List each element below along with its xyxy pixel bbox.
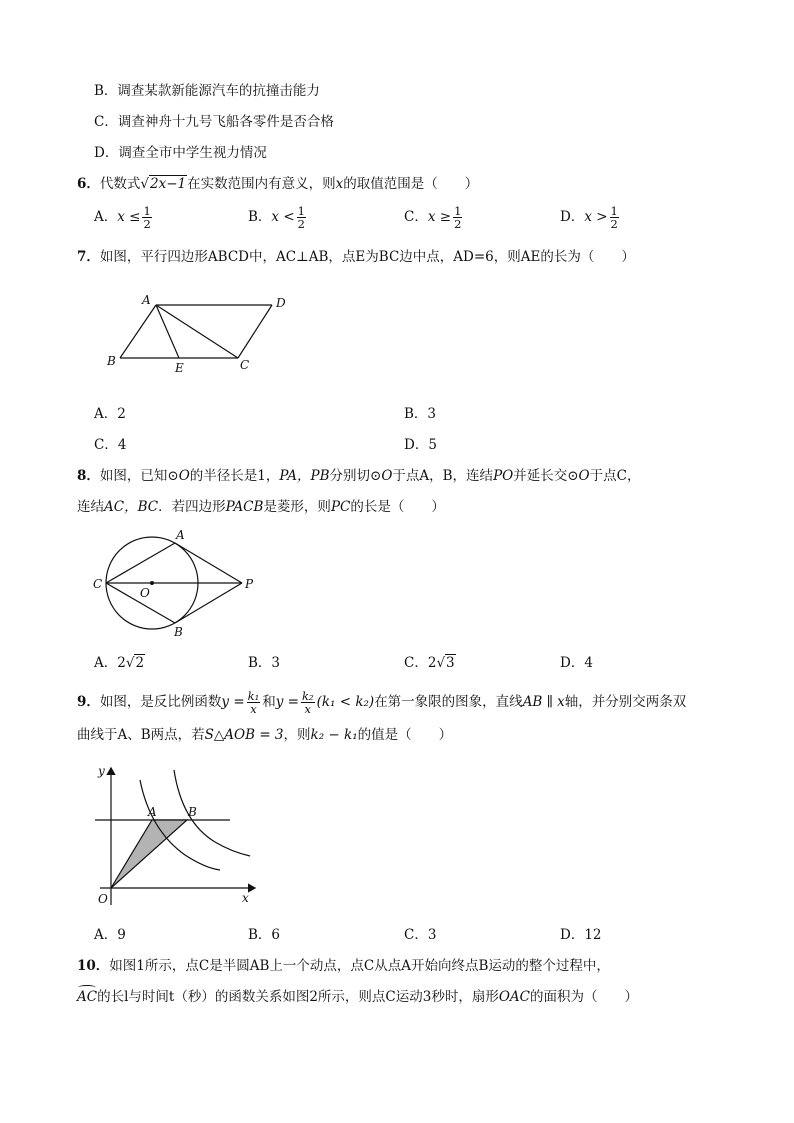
q8-circle-rhombus-figure — [90, 525, 270, 640]
label-e: E — [175, 361, 184, 375]
q6-option-a-expr: x ≤ — [117, 209, 141, 225]
arc-ac: AC — [77, 989, 98, 1005]
label-a: A — [142, 293, 151, 307]
fraction: $\frac{1}{2}$ — [297, 204, 305, 231]
label-y: y — [98, 764, 105, 778]
label-c: C — [93, 577, 103, 591]
hyperbola-k2 — [174, 770, 250, 856]
q6-option-d — [560, 205, 621, 230]
q7-option-b: B．3 — [404, 406, 437, 422]
label-b: B — [107, 354, 116, 368]
q6-number: 6． — [77, 176, 100, 192]
q9-stem-line2: 曲线于A、B两点，若S△AOB = 3，则k₂ − k₁的值是（ ） — [77, 727, 453, 743]
q7-stem — [77, 248, 635, 266]
q6-stem-a: 代数式 — [99, 176, 141, 192]
q10-number: 10． — [77, 958, 110, 974]
q7-option-a: A．2 — [94, 406, 126, 422]
edge-ab — [120, 305, 156, 358]
q6-radicand: 2x−1 — [150, 176, 187, 192]
q6-option-b-expr: x < — [271, 209, 295, 225]
label-d: D — [276, 296, 286, 310]
q8-option-a: A．2√2 — [94, 655, 145, 671]
q6-option-a — [94, 205, 154, 230]
q8-option-d: D．4 — [560, 655, 593, 671]
q6-option-d-expr: x > — [584, 209, 608, 225]
q6-option-a-label: A． — [94, 209, 118, 225]
fraction: $\frac{1}{2}$ — [610, 204, 618, 231]
segment-ap — [175, 543, 242, 583]
q6-option-c — [404, 205, 464, 230]
q9-option-a: A．9 — [94, 927, 126, 943]
q6-stem-c: 的取值范围是（ ） — [343, 176, 479, 192]
label-b: B — [174, 625, 183, 639]
label-a: A — [176, 528, 185, 542]
q9-hyperbola-figure — [90, 760, 265, 910]
q7-stem-text: 如图，平行四边形ABCD中，AC⊥AB，点E为BC边中点，AD=6，则AE的长为（ ） — [99, 249, 635, 265]
q9-option-d: D．12 — [560, 927, 602, 943]
q6-var: x — [335, 176, 344, 192]
diagonal-ac — [156, 305, 238, 358]
label-o: O — [140, 586, 150, 600]
q10-stem-line2: AC的长l与时间t（秒）的函数关系如图2所示，则点C运动3秒时，扇形OAC的面积为（ ） — [77, 989, 638, 1005]
fraction: $\frac{1}{2}$ — [454, 204, 462, 231]
q7-option-c: C．4 — [94, 437, 127, 453]
q7-number: 7． — [77, 249, 100, 265]
q8-stem-line1: 8．如图，已知⊙O的半径长是1，PA，PB分别切⊙O于点A，B，连结PO并延长交⊙O于点C， — [77, 468, 641, 484]
label-p: P — [245, 577, 254, 591]
q7-parallelogram-figure — [100, 290, 300, 380]
label-x: x — [242, 891, 249, 905]
sqrt-symbol: √ — [140, 176, 150, 192]
triangle-aob — [111, 820, 187, 888]
q5-option-d: D．调查全市中学生视力情况 — [94, 145, 267, 161]
q6-option-c-label: C． — [404, 209, 428, 225]
q5-option-b: B．调查某款新能源汽车的抗撞击能力 — [94, 83, 320, 99]
fraction: $\frac{1}{2}$ — [143, 204, 151, 231]
q9-number: 9． — [77, 694, 100, 710]
q6-stem-b: 在实数范围内有意义，则 — [187, 176, 336, 192]
segment-ca — [106, 543, 175, 583]
q7-option-d: D．5 — [404, 437, 437, 453]
q5-option-c: C．调查神舟十九号飞船各零件是否合格 — [94, 114, 334, 130]
q6-option-d-label: D． — [560, 209, 585, 225]
q9-option-b: B．6 — [248, 927, 281, 943]
q10-stem-line1: 10．如图1所示，点C是半圆AB上一个动点，点C从点A开始向终点B运动的整个过程中， — [77, 958, 610, 974]
q6-option-b-label: B． — [248, 209, 272, 225]
q6-option-c-expr: x ≥ — [427, 209, 452, 225]
q6-stem — [77, 175, 478, 193]
label-b: B — [188, 805, 197, 819]
q8-stem-line2: 连结AC，BC．若四边形PACB是菱形，则PC的长是（ ） — [77, 499, 445, 515]
label-a: A — [148, 805, 157, 819]
edge-cd — [238, 305, 272, 358]
q9-stem-line1: 9．如图，是反比例函数y = $\frac{\text{k₁}}{x}$ 和y = $\frac{\text{k₂}}{x}$ (k₁ < k₂)在第一象限的图象，直线AB ∥ x轴，并分别交两条双 — [77, 689, 687, 716]
center-point — [150, 581, 154, 585]
segment-bp — [175, 583, 242, 623]
q8-option-b: B．3 — [248, 655, 281, 671]
q8-number: 8． — [77, 468, 100, 484]
q6-option-b — [248, 205, 308, 230]
q9-option-c: C．3 — [404, 927, 437, 943]
q8-option-c: C．2√3 — [404, 655, 455, 671]
label-c: C — [240, 358, 250, 372]
label-o: O — [98, 892, 108, 906]
